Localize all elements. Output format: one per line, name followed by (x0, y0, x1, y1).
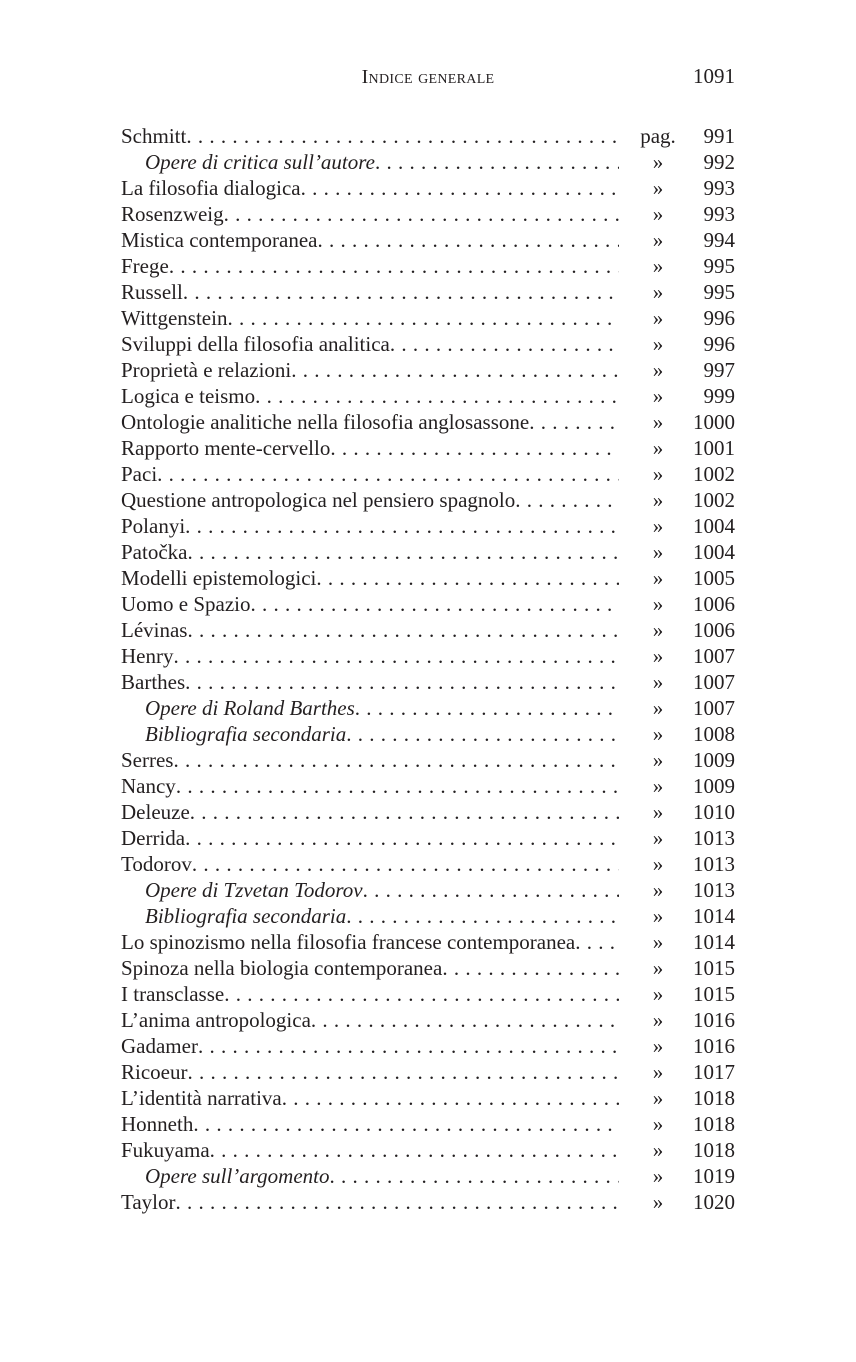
toc-entry (121, 617, 619, 643)
toc-entry (121, 253, 619, 279)
toc-page-number: 1016 (693, 1008, 735, 1032)
toc-page-number: 1014 (693, 904, 735, 928)
toc-entry-label: Opere di Roland Barthes (145, 696, 355, 720)
toc-page-number: 1018 (693, 1112, 735, 1136)
dot-leader (157, 461, 619, 487)
toc-page-number: 992 (703, 150, 735, 174)
toc-subentry (121, 877, 619, 903)
toc-row (121, 1033, 735, 1059)
dot-leader (186, 123, 619, 149)
toc-entry-label: Russell (121, 280, 183, 304)
toc-row (121, 721, 735, 747)
toc-entry-label: Mistica contemporanea (121, 228, 318, 252)
toc-entry-label: Deleuze (121, 800, 190, 824)
toc-page-prefix: » (652, 826, 664, 850)
toc-page-prefix: » (652, 332, 664, 356)
toc-entry (121, 799, 619, 825)
dot-leader (330, 435, 619, 461)
dot-leader (169, 253, 619, 279)
toc-entry-label: Henry (121, 644, 174, 668)
toc-entry-label: Questione antropologica nel pensiero spagnolo (121, 488, 516, 512)
dot-leader (190, 799, 619, 825)
toc-entry-label: Serres (121, 748, 174, 772)
toc-entry-label: Rapporto mente-cervello (121, 436, 331, 460)
toc-entry-label: Fukuyama (121, 1138, 210, 1162)
toc-entry (121, 201, 619, 227)
toc-page-number: 1014 (693, 930, 735, 954)
toc-entry (121, 123, 619, 149)
dot-leader (282, 1085, 619, 1111)
toc-page-number: 1001 (693, 436, 735, 460)
toc-page-number: 996 (703, 306, 735, 330)
toc-entry (121, 539, 619, 565)
toc-entry-label: Modelli epistemologici (121, 566, 317, 590)
toc-entry-label: Ontologie analitiche nella filosofia anglosassone (121, 410, 530, 434)
toc-row (121, 669, 735, 695)
toc-entry (121, 643, 619, 669)
toc-row (121, 981, 735, 1007)
toc-entry (121, 773, 619, 799)
toc-page-prefix: » (652, 644, 664, 668)
toc-page-prefix: » (652, 618, 664, 642)
toc-entry-label: Bibliografia secondaria (145, 722, 347, 746)
toc-row (121, 773, 735, 799)
toc-entry (121, 1189, 619, 1215)
toc-page-number: 1015 (693, 982, 735, 1006)
toc-page-prefix: » (652, 696, 664, 720)
toc-row (121, 617, 735, 643)
toc-entry (121, 955, 619, 981)
toc-subentry (121, 149, 619, 175)
toc-page-number: 993 (703, 176, 735, 200)
toc-entry-label: La filosofia dialogica (121, 176, 301, 200)
toc-entry-label: Sviluppi della filosofia analitica (121, 332, 390, 356)
toc-entry-label: Patočka (121, 540, 188, 564)
toc-page-number: 1004 (693, 540, 735, 564)
dot-leader (185, 513, 619, 539)
toc-entry-label: I transclasse (121, 982, 225, 1006)
toc-page-number: 1008 (693, 722, 735, 746)
toc-row (121, 123, 735, 149)
toc-entry (121, 565, 619, 591)
toc-page-number: 1015 (693, 956, 735, 980)
toc-row (121, 383, 735, 409)
dot-leader (311, 1007, 619, 1033)
toc-page-number: 993 (703, 202, 735, 226)
dot-leader (346, 721, 619, 747)
dot-leader (375, 149, 619, 175)
toc-row (121, 149, 735, 175)
toc-page-number: 1005 (693, 566, 735, 590)
running-header (121, 66, 735, 96)
toc-page-number: 1019 (693, 1164, 735, 1188)
toc-page-number: 996 (703, 332, 735, 356)
toc-row (121, 877, 735, 903)
toc-row (121, 1163, 735, 1189)
toc-entry-label: Schmitt (121, 124, 187, 148)
dot-leader (224, 201, 619, 227)
toc-page-prefix: » (652, 254, 664, 278)
dot-leader (187, 539, 619, 565)
toc-entry (121, 747, 619, 773)
dot-leader (176, 1189, 619, 1215)
dot-leader (173, 643, 619, 669)
toc-row (121, 799, 735, 825)
dot-leader (515, 487, 619, 513)
toc-entry-label: Polanyi (121, 514, 186, 538)
toc-row (121, 409, 735, 435)
toc-row (121, 903, 735, 929)
toc-page-prefix: » (652, 1164, 664, 1188)
toc-row (121, 591, 735, 617)
toc-entry (121, 1111, 619, 1137)
toc-entry (121, 331, 619, 357)
toc-row (121, 539, 735, 565)
toc-page-number: 1016 (693, 1034, 735, 1058)
toc-entry (121, 435, 619, 461)
toc-row (121, 851, 735, 877)
toc-row (121, 1189, 735, 1215)
dot-leader (250, 591, 619, 617)
dot-leader (210, 1137, 619, 1163)
dot-leader (187, 1059, 619, 1085)
toc-subentry (121, 1163, 619, 1189)
toc-entry-label: Opere di Tzvetan Todorov (145, 878, 363, 902)
toc-page-prefix: » (652, 904, 664, 928)
dot-leader (301, 175, 619, 201)
toc-page-number: 1006 (693, 618, 735, 642)
toc-row (121, 1137, 735, 1163)
toc-page-prefix: » (652, 930, 664, 954)
dot-leader (183, 279, 619, 305)
toc-page-prefix: » (652, 878, 664, 902)
toc-page-number: 1007 (693, 670, 735, 694)
header-title: Indice generale (361, 66, 495, 88)
toc-row (121, 1059, 735, 1085)
toc-entry-label: Taylor (121, 1190, 176, 1214)
page-number: 1091 (693, 64, 735, 88)
toc-page-number: 995 (703, 254, 735, 278)
toc-entry (121, 383, 619, 409)
toc-page-number: 1020 (693, 1190, 735, 1214)
toc-entry (121, 279, 619, 305)
toc-page-prefix: » (652, 488, 664, 512)
dot-leader (198, 1033, 619, 1059)
dot-leader (192, 851, 619, 877)
toc-page-number: 999 (703, 384, 735, 408)
toc-entry-label: Honneth (121, 1112, 194, 1136)
toc-page-number: 1000 (693, 410, 735, 434)
toc-page-prefix: » (652, 748, 664, 772)
dot-leader (316, 565, 619, 591)
toc-page-prefix: » (652, 670, 664, 694)
toc-entry-label: Logica e teismo (121, 384, 256, 408)
dot-leader (318, 227, 619, 253)
toc-page-prefix: » (652, 436, 664, 460)
toc-row (121, 435, 735, 461)
dot-leader (442, 955, 619, 981)
toc-page-number: 1018 (693, 1086, 735, 1110)
toc-row (121, 305, 735, 331)
toc-page-number: 997 (703, 358, 735, 382)
toc-row (121, 825, 735, 851)
toc-entry (121, 409, 619, 435)
toc-row (121, 227, 735, 253)
toc-entry-label: Spinoza nella biologia contemporanea (121, 956, 443, 980)
toc-page-prefix: » (652, 774, 664, 798)
dot-leader (529, 409, 619, 435)
toc-page-prefix: » (652, 1008, 664, 1032)
toc-page-number: 1002 (693, 462, 735, 486)
toc-page-prefix: » (652, 176, 664, 200)
toc-page-prefix: pag. (640, 124, 676, 148)
toc-row (121, 487, 735, 513)
toc-page-prefix: » (652, 514, 664, 538)
toc-row (121, 1111, 735, 1137)
toc-entry-label: Frege (121, 254, 169, 278)
toc-entry-label: Paci (121, 462, 158, 486)
toc-row (121, 955, 735, 981)
toc-page-prefix: » (652, 150, 664, 174)
dot-leader (185, 669, 619, 695)
toc-row (121, 747, 735, 773)
toc-entry-label: Ricoeur (121, 1060, 188, 1084)
toc-page-prefix: » (652, 202, 664, 226)
dot-leader (187, 617, 619, 643)
dot-leader (363, 877, 619, 903)
toc-entry (121, 227, 619, 253)
toc-entry (121, 513, 619, 539)
dot-leader (227, 305, 619, 331)
toc-entry-label: Proprietà e relazioni (121, 358, 292, 382)
toc-page-prefix: » (652, 1086, 664, 1110)
toc-page-number: 994 (703, 228, 735, 252)
toc-entry (121, 1033, 619, 1059)
toc-entry-label: Nancy (121, 774, 176, 798)
toc-page-prefix: » (652, 228, 664, 252)
toc-page-number: 1006 (693, 592, 735, 616)
dot-leader (390, 331, 619, 357)
toc-page-number: 1010 (693, 800, 735, 824)
dot-leader (346, 903, 619, 929)
toc-row (121, 279, 735, 305)
toc-subentry (121, 721, 619, 747)
dot-leader (291, 357, 619, 383)
toc-page-number: 1017 (693, 1060, 735, 1084)
toc-page-number: 1002 (693, 488, 735, 512)
toc-entry-label: L’anima antropologica (121, 1008, 311, 1032)
toc-entry-label: Lo spinozismo nella filosofia francese contemporanea (121, 930, 576, 954)
dot-leader (330, 1163, 620, 1189)
toc-row (121, 695, 735, 721)
toc-page-number: 995 (703, 280, 735, 304)
toc-page-prefix: » (652, 982, 664, 1006)
toc-page-prefix: » (652, 956, 664, 980)
dot-leader (173, 747, 619, 773)
toc-entry-label: Gadamer (121, 1034, 198, 1058)
toc-entry (121, 669, 619, 695)
toc-page-prefix: » (652, 384, 664, 408)
toc-entry (121, 929, 619, 955)
toc-subentry (121, 903, 619, 929)
toc-entry-label: L’identità narrativa (121, 1086, 282, 1110)
toc-page-prefix: » (652, 280, 664, 304)
toc-entry (121, 851, 619, 877)
dot-leader (193, 1111, 619, 1137)
toc-entry-label: Opere sull’argomento (145, 1164, 330, 1188)
toc-page-prefix: » (652, 306, 664, 330)
toc-page-prefix: » (652, 1060, 664, 1084)
toc-row (121, 201, 735, 227)
toc-page-prefix: » (652, 592, 664, 616)
toc-row (121, 643, 735, 669)
toc-page-number: 1004 (693, 514, 735, 538)
toc-row (121, 1007, 735, 1033)
toc-row (121, 461, 735, 487)
toc-page-number: 1013 (693, 826, 735, 850)
dot-leader (355, 695, 619, 721)
toc-entry (121, 175, 619, 201)
dot-leader (185, 825, 619, 851)
toc-entry-label: Todorov (121, 852, 192, 876)
dot-leader (224, 981, 619, 1007)
toc-subentry (121, 695, 619, 721)
toc-page-prefix: » (652, 800, 664, 824)
toc-page-prefix: » (652, 462, 664, 486)
toc-page-number: 1013 (693, 852, 735, 876)
toc-entry-label: Lévinas (121, 618, 188, 642)
dot-leader (176, 773, 619, 799)
toc-page-prefix: » (652, 1190, 664, 1214)
toc-entry (121, 357, 619, 383)
dot-leader (255, 383, 619, 409)
toc-page-number: 1009 (693, 774, 735, 798)
toc-entry (121, 461, 619, 487)
toc-entry-label: Opere di critica sull’autore (145, 150, 375, 174)
toc-row (121, 175, 735, 201)
toc-entry (121, 1085, 619, 1111)
toc-entry-label: Wittgenstein (121, 306, 228, 330)
toc-page-prefix: » (652, 540, 664, 564)
toc-row (121, 1085, 735, 1111)
toc-row (121, 929, 735, 955)
toc-row (121, 513, 735, 539)
toc-entry-label: Rosenzweig (121, 202, 224, 226)
toc-entry-label: Barthes (121, 670, 186, 694)
toc-row (121, 331, 735, 357)
toc-page-number: 1007 (693, 696, 735, 720)
toc-entry (121, 305, 619, 331)
table-of-contents (121, 123, 735, 1215)
toc-page-prefix: » (652, 410, 664, 434)
toc-row (121, 357, 735, 383)
toc-page-prefix: » (652, 1138, 664, 1162)
toc-entry (121, 825, 619, 851)
toc-entry-label: Bibliografia secondaria (145, 904, 347, 928)
toc-entry (121, 1007, 619, 1033)
toc-page-number: 1009 (693, 748, 735, 772)
toc-row (121, 253, 735, 279)
toc-page-number: 1013 (693, 878, 735, 902)
toc-entry (121, 981, 619, 1007)
toc-row (121, 565, 735, 591)
toc-page-prefix: » (652, 566, 664, 590)
toc-page-prefix: » (652, 722, 664, 746)
toc-page-number: 1007 (693, 644, 735, 668)
dot-leader (575, 929, 619, 955)
toc-entry-label: Derrida (121, 826, 186, 850)
toc-entry (121, 487, 619, 513)
toc-entry (121, 1137, 619, 1163)
toc-entry-label: Uomo e Spazio (121, 592, 251, 616)
toc-page-prefix: » (652, 1112, 664, 1136)
toc-page-number: 1018 (693, 1138, 735, 1162)
toc-page-prefix: » (652, 852, 664, 876)
toc-page-prefix: » (652, 1034, 664, 1058)
toc-page-prefix: » (652, 358, 664, 382)
toc-page-number: 991 (703, 124, 735, 148)
toc-entry (121, 1059, 619, 1085)
toc-entry (121, 591, 619, 617)
